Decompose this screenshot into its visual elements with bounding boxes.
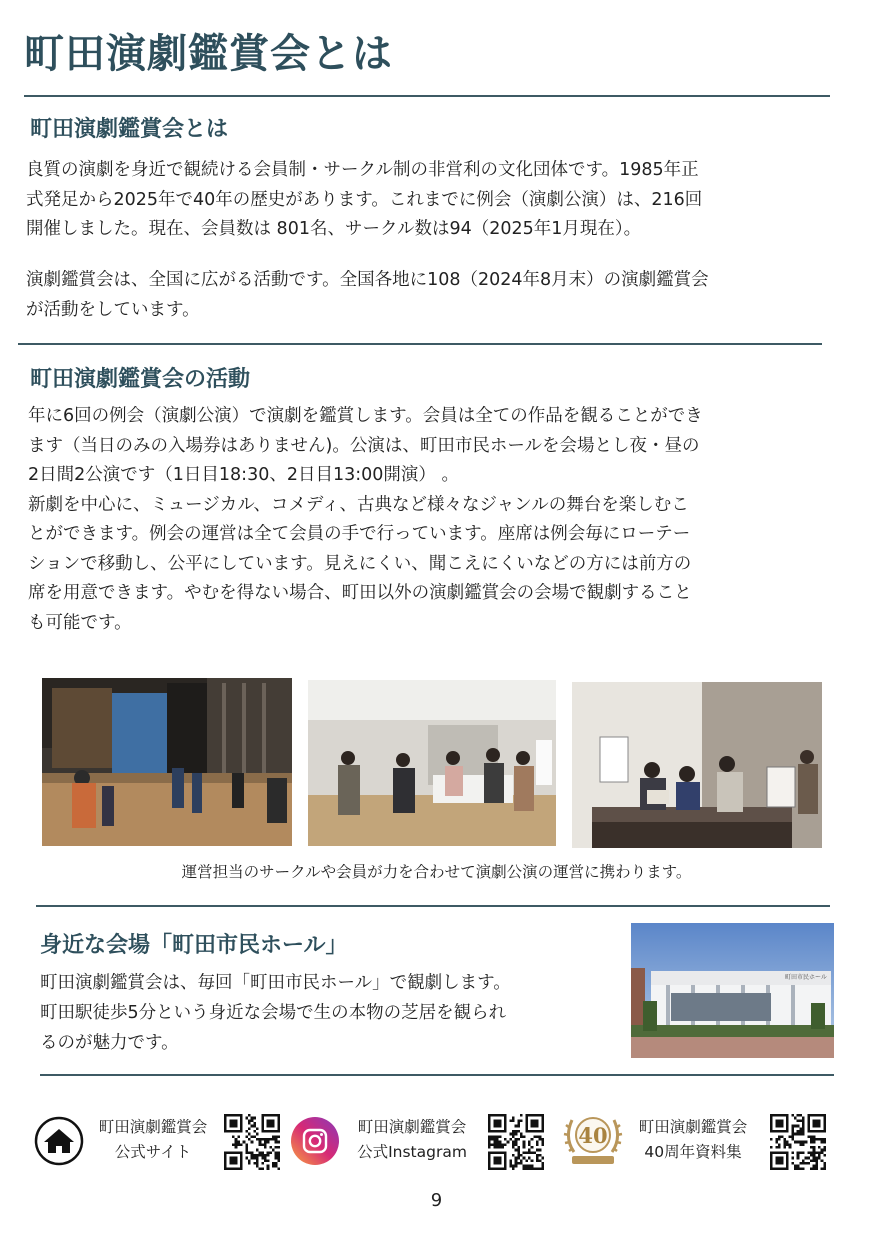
page-number: 9 [430, 1190, 443, 1211]
ticket-table-photo [572, 682, 822, 848]
building-sign: 町田市民ホール [785, 974, 827, 981]
instagram-label [342, 1115, 482, 1165]
qr-code-icon[interactable] [770, 1114, 826, 1170]
text-line: が活動をしています。 [26, 299, 200, 320]
page-title: 町田演劇鑑賞会とは [24, 31, 393, 77]
text-line: ションで移動し、公平にしています。見えにくい、聞こえにくいなどの方には前方の [28, 553, 692, 574]
divider [24, 95, 830, 97]
instagram-icon [290, 1116, 340, 1166]
reception-photo [308, 680, 556, 846]
website-label [86, 1115, 220, 1165]
divider [36, 905, 830, 907]
divider [18, 343, 822, 345]
home-icon [34, 1116, 84, 1166]
qr-code-icon[interactable] [488, 1114, 544, 1170]
anniversary-40th-icon [560, 1108, 626, 1170]
anniversary-link[interactable] [560, 1108, 835, 1174]
text-line: も可能です。 [28, 612, 132, 633]
stage-setup-photo [42, 678, 292, 846]
divider [40, 1074, 834, 1076]
text-line: 町田演劇鑑賞会は、毎回「町田市民ホール」で観劇します。 [40, 973, 511, 993]
text-line: 町田駅徒歩5分という身近な会場で生の本物の芝居を観られ [40, 1003, 507, 1023]
city-hall-photo [631, 923, 834, 1058]
label-line: 町田演劇鑑賞会 [98, 1118, 208, 1136]
text-line: 演劇鑑賞会は、全国に広がる活動です。全国各地に108（2024年8月末）の演劇鑑賞会 [26, 270, 709, 290]
text-line: 新劇を中心に、ミュージカル、コメディ、古典など様々なジャンルの舞台を楽しむこ [28, 494, 689, 515]
label-line: 公式Instagram [357, 1143, 467, 1161]
text-line: 開催しました。現在、会員数は 801名、サークル数は94（2025年1月現在）。 [26, 219, 642, 239]
text-line: ます（当日のみの入場券はありません)。公演は、町田市民ホールを会場とし夜・昼の [28, 435, 700, 456]
venue-paragraph [40, 968, 511, 1058]
text-line: とができます。例会の運営は全て会員の手で行っています。座席は例会毎にローテー [28, 524, 691, 544]
text-line: 式発足から2025年で40年の歴史があります。これまでに例会（演劇公演）は、216回 [26, 189, 703, 210]
about-paragraph-2 [26, 266, 709, 325]
text-line: 席を用意できます。やむを得ない場合、町田以外の演劇鑑賞会の会場で観劇すること [28, 583, 692, 603]
anniversary-label [626, 1115, 760, 1165]
text-line: 良質の演劇を身近で観続ける会員制・サークル制の非営利の文化団体です。1985年正 [26, 160, 699, 180]
venue-heading: 身近な会場「町田市民ホール」 [40, 933, 348, 958]
label-line: 町田演劇鑑賞会 [638, 1118, 748, 1136]
text-line: 2日間2公演です（1日目18:30、2日目13:00開演） 。 [28, 465, 459, 485]
label-line: 町田演劇鑑賞会 [357, 1118, 467, 1136]
photo-caption: 運営担当のサークルや会員が力を合わせて演劇公演の運営に携わります。 [181, 863, 692, 881]
website-link[interactable] [34, 1108, 284, 1174]
activities-paragraph [28, 402, 703, 638]
instagram-link[interactable] [290, 1108, 550, 1174]
badge-number: 40 [578, 1123, 608, 1148]
qr-code-icon[interactable] [224, 1114, 280, 1170]
label-line: 公式サイト [114, 1143, 192, 1161]
label-line: 40周年資料集 [644, 1143, 742, 1161]
activities-heading: 町田演劇鑑賞会の活動 [30, 367, 251, 392]
text-line: るのが魅力です。 [40, 1033, 179, 1053]
about-heading: 町田演劇鑑賞会とは [30, 117, 229, 142]
text-line: 年に6回の例会（演劇公演）で演劇を鑑賞します。会員は全ての作品を観ることができ [28, 406, 703, 426]
about-paragraph-1 [26, 156, 702, 245]
